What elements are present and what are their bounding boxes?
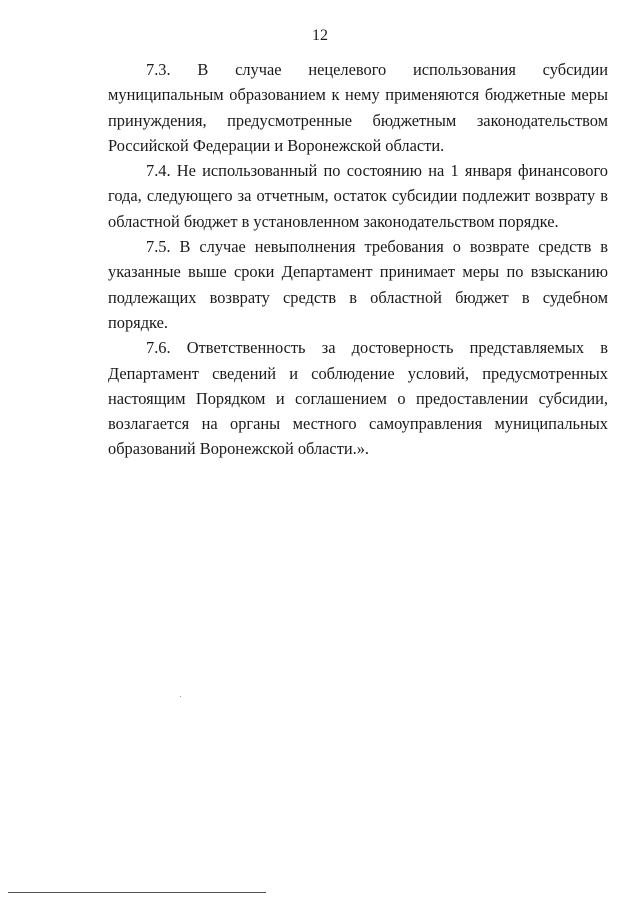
document-body (108, 57, 608, 462)
paragraph-7-6: 7.6. Ответственность за достоверность представляемых в Департамент сведений и соблюдение условий, предусмотренных настоящим Порядком и соглашением о предоставлении субсидии, возлагается на органы местного самоуправления муниципальных образований Воронежской области.». (108, 338, 608, 459)
paragraph-7-3: 7.3. В случае нецелевого использования субсидии муниципальным образованием к нему применяются бюджетные меры принуждения, предусмотренные бюджетным законодательством Российской Федерации и Воронежской области. (108, 60, 608, 155)
footer-rule (8, 892, 266, 893)
paragraph-7-4: 7.4. Не использованный по состоянию на 1 января финансового года, следующего за отчетным, остаток субсидии подлежит возврату в областной бюджет в установленном законодательством порядке. (108, 161, 608, 231)
scan-artifact (180, 696, 181, 697)
paragraph-7-5: 7.5. В случае невыполнения требования о возврате средств в указанные выше сроки Департамент принимает меры по взысканию подлежащих возврату средств в областной бюджет в судебном порядке. (108, 237, 608, 332)
page-number: 12 (312, 27, 328, 44)
